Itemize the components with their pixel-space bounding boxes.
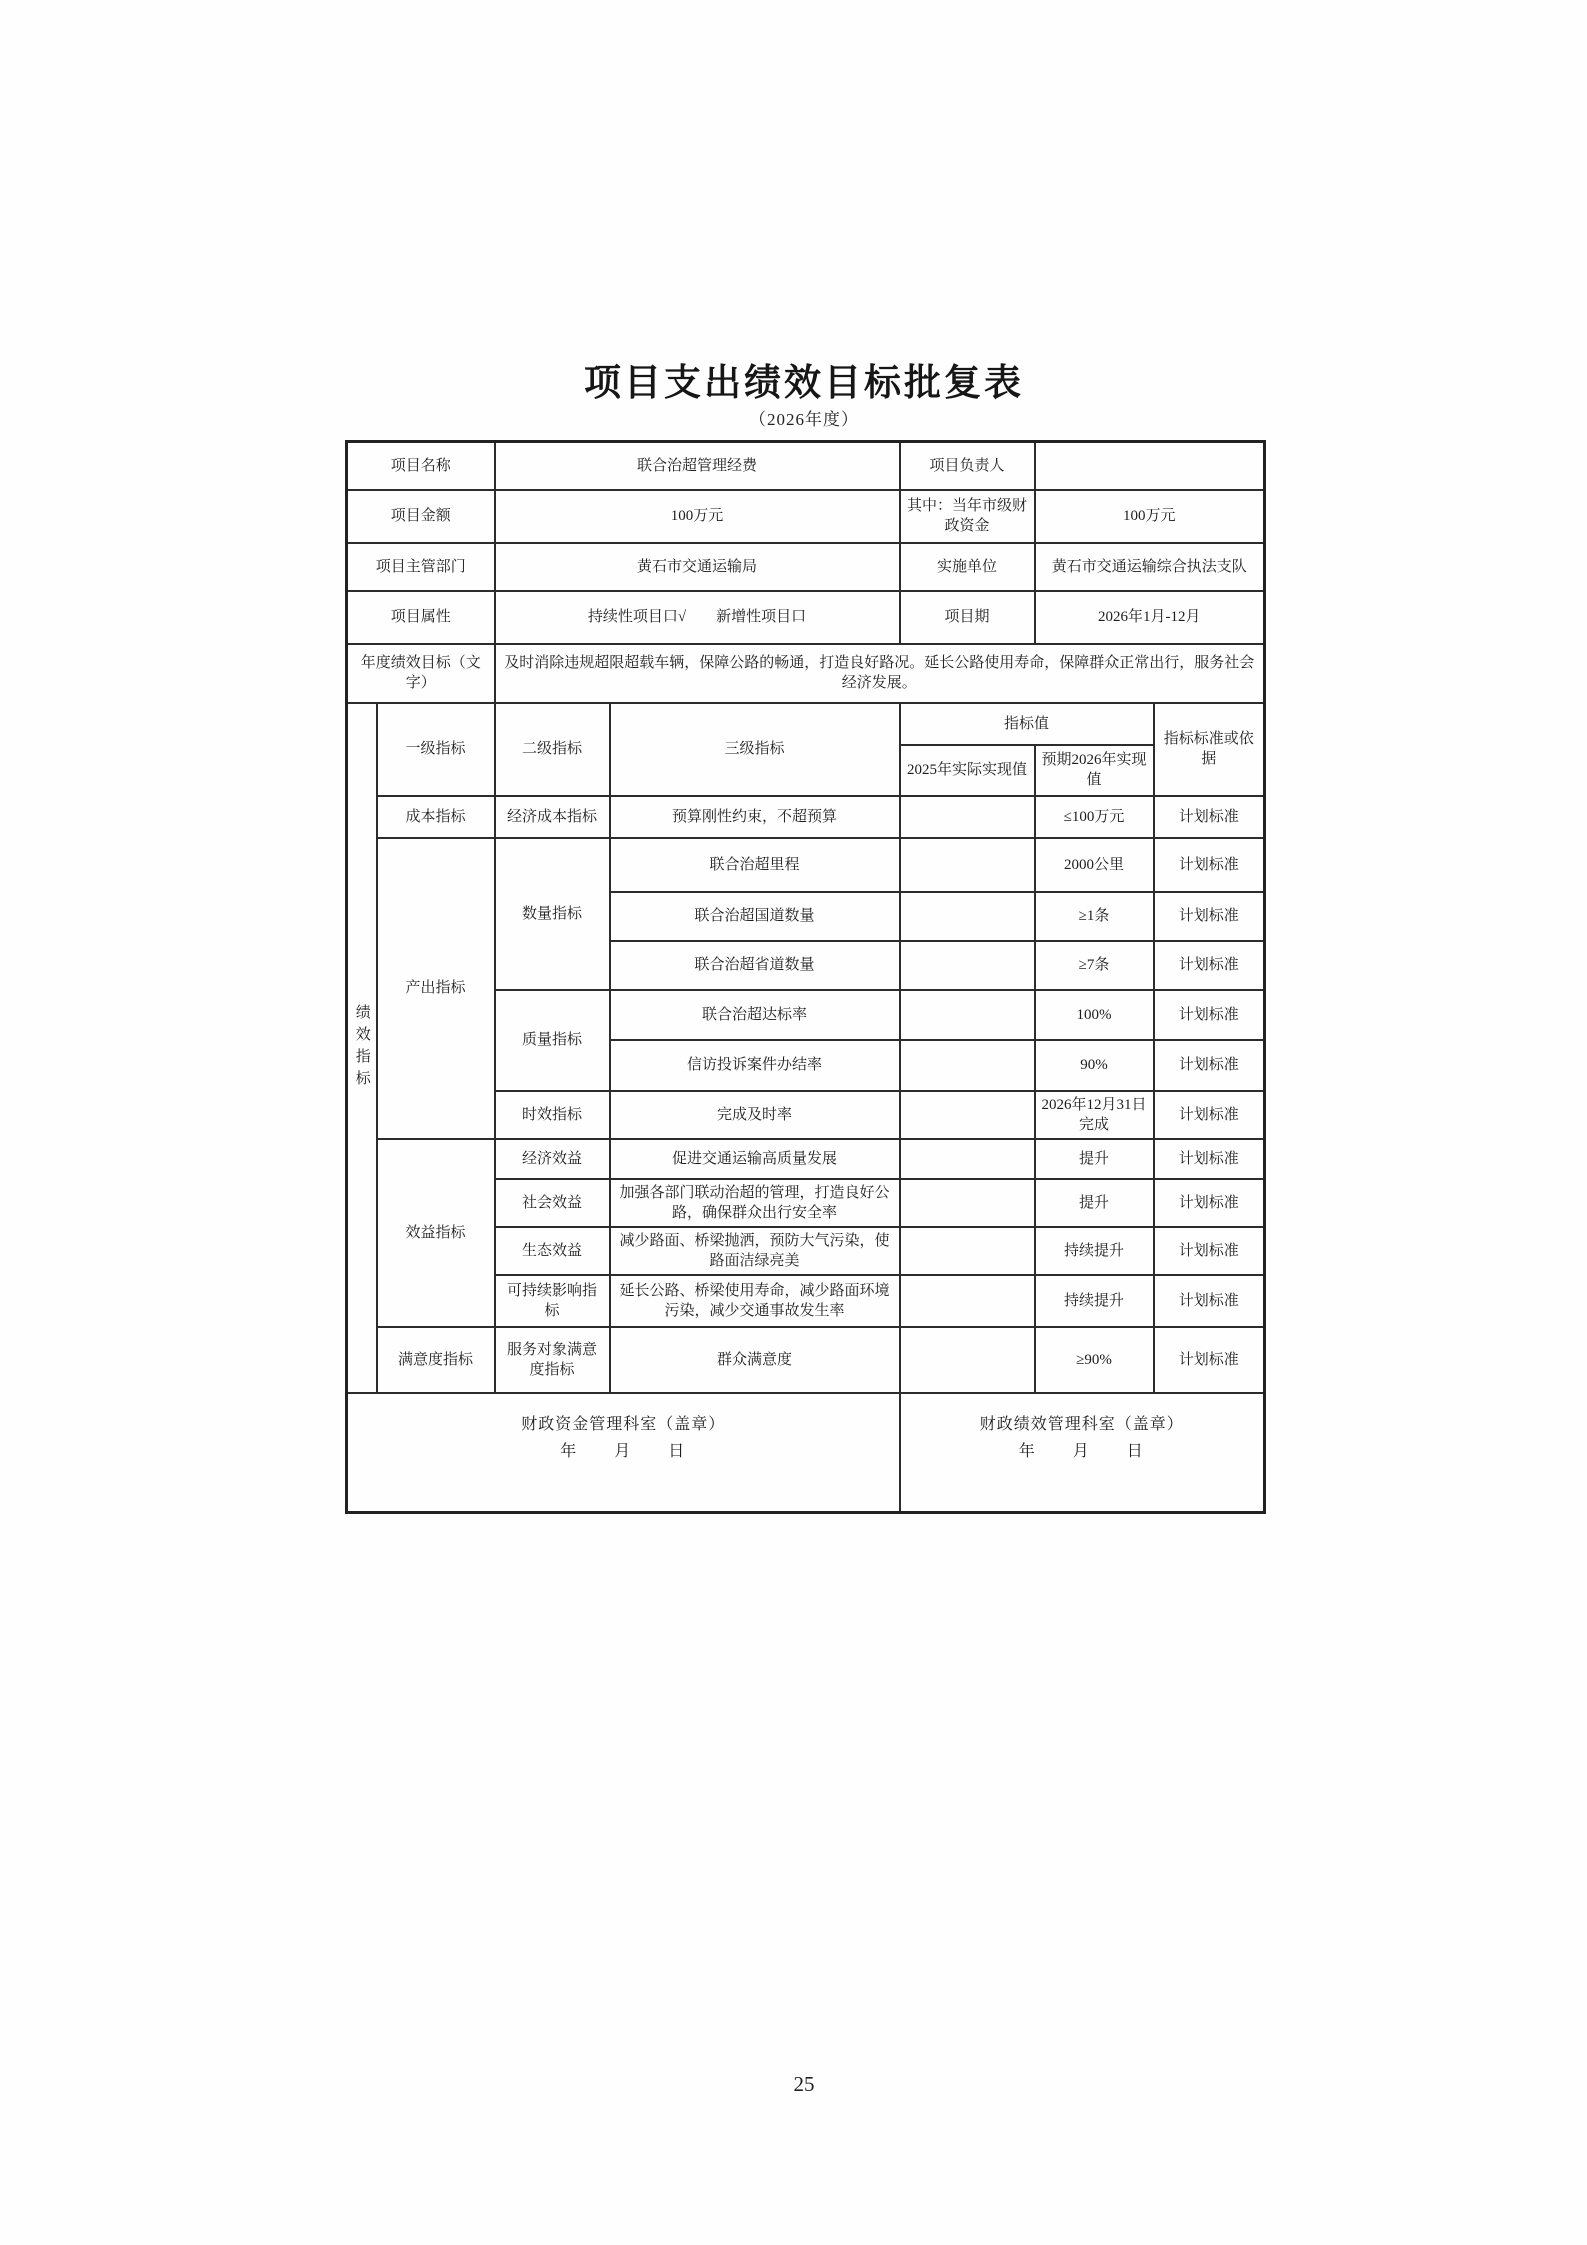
indicator-level2: 经济成本指标 [495,796,610,838]
indicator-level1: 满意度指标 [377,1327,495,1393]
table-row [347,1393,1265,1513]
info-value-project-attribute: 持续性项目口√ 新增性项目口 [495,591,900,644]
indicator-standard: 计划标准 [1154,1227,1265,1275]
header-actual-2025: 2025年实际实现值 [900,745,1035,796]
info-label-project-amount: 项目金额 [347,490,495,543]
indicator-value-2025 [900,1091,1035,1139]
table-row [347,490,1265,543]
indicator-standard: 计划标准 [1154,1275,1265,1327]
indicator-value-2025 [900,892,1035,941]
indicator-level3: 加强各部门联动治超的管理，打造良好公路，确保群众出行安全率 [610,1179,900,1227]
info-label-project-name: 项目名称 [347,442,495,490]
indicator-standard: 计划标准 [1154,1327,1265,1393]
indicator-standard: 计划标准 [1154,990,1265,1040]
indicator-value-2026: 2026年12月31日完成 [1035,1091,1154,1139]
page-title: 项目支出绩效目标批复表 [584,363,1024,404]
signature-left-date: 年 月 日 [560,1442,687,1460]
indicator-value-2026: 提升 [1035,1139,1154,1179]
indicator-value-2025 [900,1040,1035,1091]
header-expected-2026: 预期2026年实现值 [1035,745,1154,796]
indicator-level3: 延长公路、桥梁使用寿命，减少路面环境污染，减少交通事故发生率 [610,1275,900,1327]
indicator-value-2025 [900,941,1035,990]
info-value-implement-unit: 黄石市交通运输综合执法支队 [1035,543,1265,591]
info-label-project-period: 项目期 [900,591,1035,644]
indicator-standard: 计划标准 [1154,796,1265,838]
info-label-project-leader: 项目负责人 [900,442,1035,490]
indicator-value-2025 [900,990,1035,1040]
table-row [347,543,1265,591]
indicator-level3: 促进交通运输高质量发展 [610,1139,900,1179]
page-subtitle: （2026年度） [749,410,859,429]
table-row [347,838,1265,892]
indicator-value-2026: ≥1条 [1035,892,1154,941]
indicator-value-2025 [900,1327,1035,1393]
indicator-level3: 联合治超省道数量 [610,941,900,990]
indicator-level2: 数量指标 [495,838,610,990]
indicator-level2: 可持续影响指标 [495,1275,610,1327]
info-label-department: 项目主管部门 [347,543,495,591]
performance-target-table [345,440,1266,1514]
signature-left [347,1393,900,1513]
indicator-level1: 产出指标 [377,838,495,1139]
table-row [347,1327,1265,1393]
info-value-project-amount: 100万元 [495,490,900,543]
table-row [347,703,1265,745]
indicator-value-2025 [900,1275,1035,1327]
header-level2: 二级指标 [495,703,610,796]
indicator-value-2026: ≤100万元 [1035,796,1154,838]
table-row [347,442,1265,490]
table-row [347,644,1265,703]
signature-right-date: 年 月 日 [1018,1442,1145,1460]
header-value-group: 指标值 [900,703,1154,745]
table-row [347,591,1265,644]
annual-goal-text: 及时消除违规超限超载车辆，保障公路的畅通，打造良好路况。延长公路使用寿命，保障群众正常出行，服务社会经济发展。 [495,644,1265,703]
indicator-standard: 计划标准 [1154,892,1265,941]
header-standard: 指标标准或依据 [1154,703,1265,796]
indicator-level3: 信访投诉案件办结率 [610,1040,900,1091]
indicator-value-2025 [900,1227,1035,1275]
indicator-value-2026: 100% [1035,990,1154,1040]
signature-right-title: 财政绩效管理科室（盖章） [979,1415,1184,1433]
indicator-level1: 成本指标 [377,796,495,838]
indicator-value-2025 [900,1179,1035,1227]
indicator-level3: 联合治超国道数量 [610,892,900,941]
info-value-project-name: 联合治超管理经费 [495,442,900,490]
info-label-implement-unit: 实施单位 [900,543,1035,591]
indicator-value-2026: ≥90% [1035,1327,1154,1393]
header-level3: 三级指标 [610,703,900,796]
indicator-level3: 完成及时率 [610,1091,900,1139]
indicator-value-2026: 2000公里 [1035,838,1154,892]
indicator-standard: 计划标准 [1154,1139,1265,1179]
signature-right [900,1393,1265,1513]
info-value-project-period: 2026年1月-12月 [1035,591,1265,644]
indicator-value-2026: 持续提升 [1035,1275,1154,1327]
indicator-value-2025 [900,1139,1035,1179]
header-level1: 一级指标 [377,703,495,796]
table-row [347,1139,1265,1179]
info-label-city-funds: 其中：当年市级财政资金 [900,490,1035,543]
indicator-value-2025 [900,838,1035,892]
indicator-level2: 生态效益 [495,1227,610,1275]
indicator-level3: 减少路面、桥梁抛洒，预防大气污染，使路面洁绿亮美 [610,1227,900,1275]
page-number: 25 [793,2072,815,2096]
indicator-level2: 社会效益 [495,1179,610,1227]
section-label-vertical: 绩效指标 [347,703,377,1393]
indicator-value-2026: 提升 [1035,1179,1154,1227]
annual-goal-label: 年度绩效目标（文字） [347,644,495,703]
indicator-level3: 联合治超里程 [610,838,900,892]
indicator-value-2026: 90% [1035,1040,1154,1091]
indicator-level2: 经济效益 [495,1139,610,1179]
table-row [347,796,1265,838]
signature-left-title: 财政资金管理科室（盖章） [521,1415,726,1433]
indicator-standard: 计划标准 [1154,1040,1265,1091]
info-value-city-funds: 100万元 [1035,490,1265,543]
indicator-standard: 计划标准 [1154,1179,1265,1227]
info-label-project-attribute: 项目属性 [347,591,495,644]
indicator-level3: 群众满意度 [610,1327,900,1393]
indicator-value-2026: ≥7条 [1035,941,1154,990]
indicator-value-2025 [900,796,1035,838]
indicator-value-2026: 持续提升 [1035,1227,1154,1275]
info-value-project-leader [1035,442,1265,490]
indicator-standard: 计划标准 [1154,941,1265,990]
indicator-level3: 预算刚性约束，不超预算 [610,796,900,838]
indicator-level1: 效益指标 [377,1139,495,1327]
indicator-standard: 计划标准 [1154,1091,1265,1139]
indicator-level2: 时效指标 [495,1091,610,1139]
info-value-department: 黄石市交通运输局 [495,543,900,591]
indicator-level2: 服务对象满意度指标 [495,1327,610,1393]
indicator-level2: 质量指标 [495,990,610,1091]
indicator-standard: 计划标准 [1154,838,1265,892]
indicator-level3: 联合治超达标率 [610,990,900,1040]
